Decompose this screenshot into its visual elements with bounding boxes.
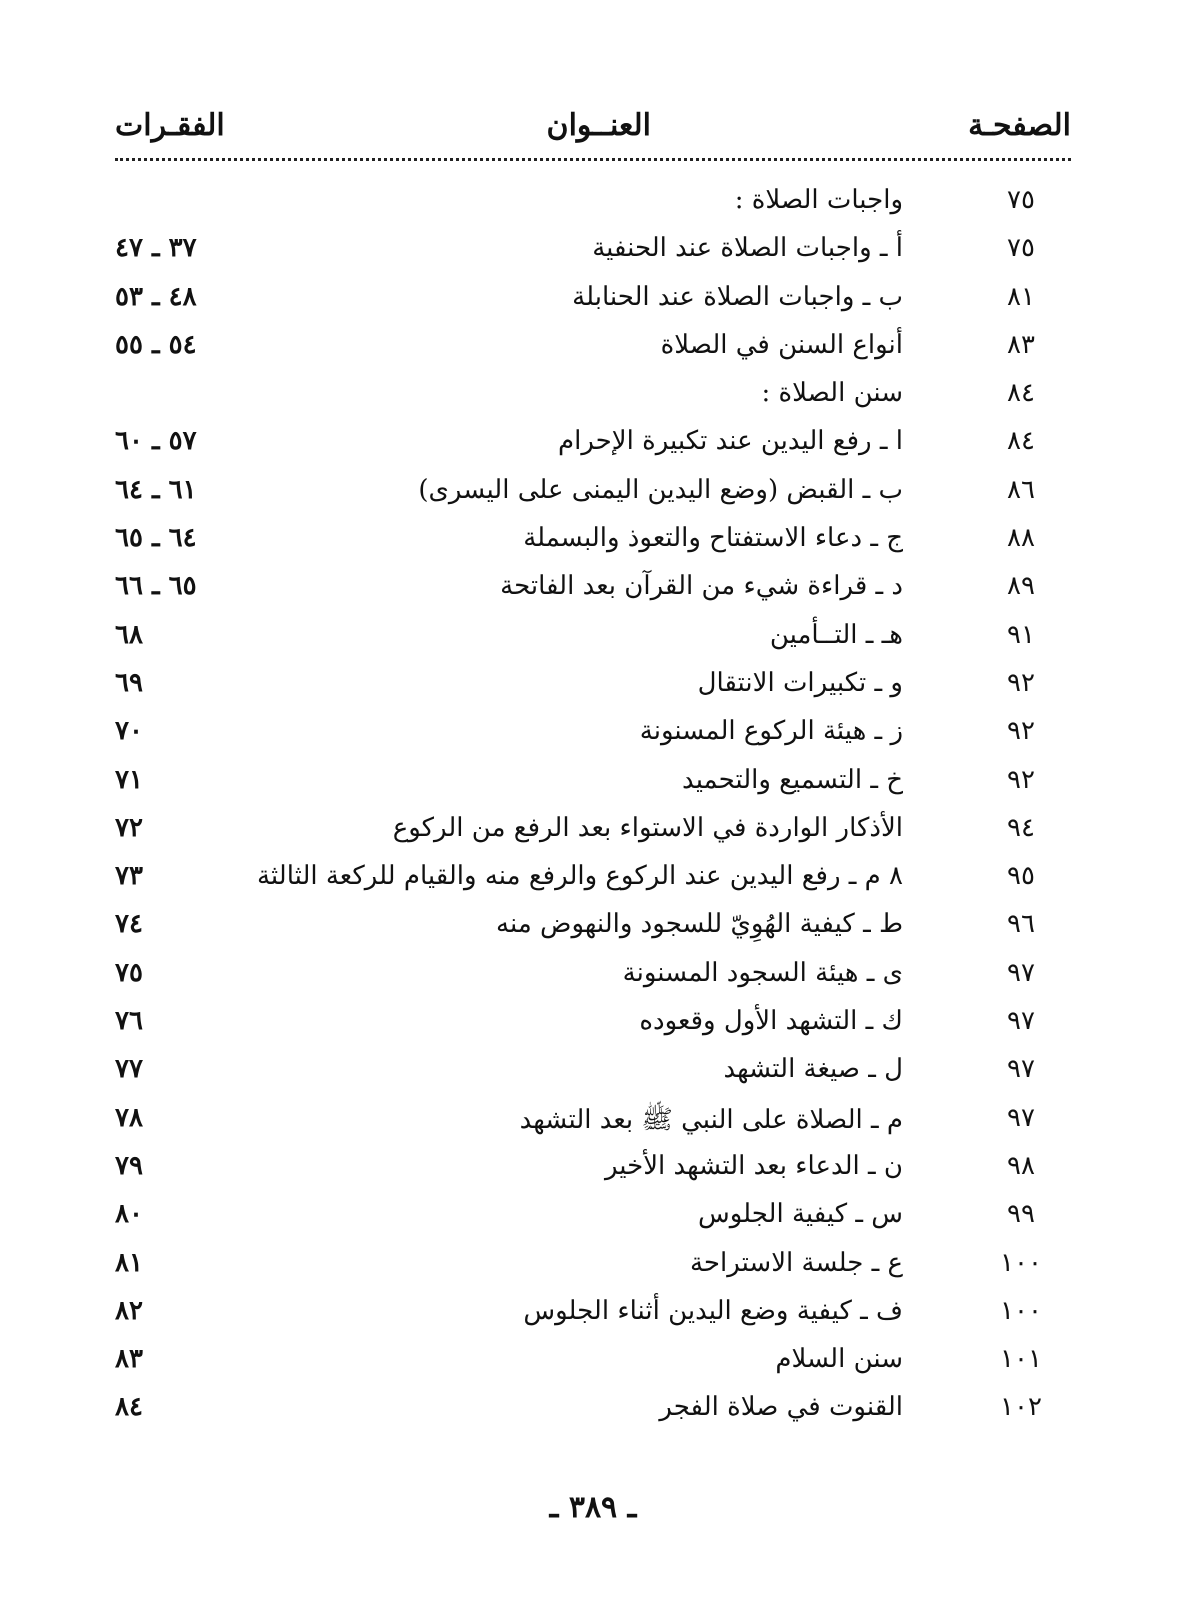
entry-page-number: ٩٢	[1007, 764, 1035, 795]
page-column-header: الصفحـة	[968, 108, 1071, 143]
list-item	[115, 178, 1071, 226]
entry-title: س ـ كيفية الجلوس	[697, 1199, 903, 1230]
entry-page-number: ٨٨	[1007, 523, 1035, 554]
entry-paragraphs: ٨١	[115, 1247, 143, 1278]
entry-paragraphs: ٦٤ ـ ٦٥	[115, 523, 197, 554]
entry-page-number: ٨٣	[1007, 329, 1035, 360]
entry-paragraphs: ٨٣	[115, 1344, 143, 1375]
list-item	[115, 564, 1071, 612]
list-item	[115, 323, 1071, 371]
entry-title: أ ـ واجبات الصلاة عند الحنفية	[592, 233, 903, 264]
entry-paragraphs: ٧٧	[115, 1054, 143, 1085]
entry-page-number: ٩٦	[1007, 909, 1035, 940]
entry-title: ك ـ التشهد الأول وقعوده	[639, 1006, 903, 1037]
entry-title: ب ـ القبض (وضع اليدين اليمنى على اليسرى)	[418, 474, 903, 505]
entry-title: ع ـ جلسة الاستراحة	[689, 1247, 903, 1278]
title-column-header: العنــوان	[546, 108, 651, 143]
entry-paragraphs: ٧٠	[115, 716, 143, 747]
list-item	[115, 999, 1071, 1047]
entry-paragraphs: ٤٨ ـ ٥٣	[115, 281, 197, 312]
entry-paragraphs: ٨٢	[115, 1295, 143, 1326]
entry-title: سنن السلام	[775, 1344, 903, 1375]
entry-page-number: ١٠١	[1000, 1344, 1042, 1375]
entry-title: هـ ـ التــأمين	[769, 619, 903, 650]
entry-paragraphs: ٥٧ ـ ٦٠	[115, 426, 197, 457]
list-item	[115, 1096, 1071, 1144]
entry-paragraphs: ٦٥ ـ ٦٦	[115, 571, 197, 602]
entry-title: ن ـ الدعاء بعد التشهد الأخير	[604, 1150, 903, 1181]
list-item	[115, 226, 1071, 274]
entry-paragraphs: ٦١ ـ ٦٤	[115, 474, 197, 505]
entry-paragraphs: ٣٧ ـ ٤٧	[115, 233, 197, 264]
list-item	[115, 371, 1071, 419]
entry-paragraphs: ٥٤ ـ ٥٥	[115, 329, 197, 360]
list-item	[115, 613, 1071, 661]
entry-page-number: ٨١	[1007, 281, 1035, 312]
entry-page-number: ٨٤	[1007, 426, 1035, 457]
list-item	[115, 758, 1071, 806]
entry-title: و ـ تكبيرات الانتقال	[697, 667, 903, 698]
list-item	[115, 1144, 1071, 1192]
list-item	[115, 1192, 1071, 1240]
list-item	[115, 902, 1071, 950]
list-item	[115, 468, 1071, 516]
dotted-divider	[115, 158, 1071, 161]
entry-paragraphs: ٧١	[115, 764, 143, 795]
entry-page-number: ١٠٠	[1000, 1247, 1042, 1278]
entry-page-number: ٨٤	[1007, 378, 1035, 409]
entry-page-number: ٧٥	[1007, 185, 1035, 215]
list-item	[115, 709, 1071, 757]
entry-title: ا ـ رفع اليدين عند تكبيرة الإحرام	[558, 426, 903, 457]
entry-page-number: ٩٢	[1007, 716, 1035, 747]
entry-title: أنواع السنن في الصلاة	[660, 329, 903, 360]
entry-title: ز ـ هيئة الركوع المسنونة	[639, 716, 903, 747]
list-item	[115, 1289, 1071, 1337]
entry-page-number: ٩٧	[1007, 1006, 1035, 1037]
table-header	[115, 108, 1071, 156]
entry-page-number: ٨٩	[1007, 571, 1035, 602]
entry-page-number: ٩٥	[1007, 861, 1035, 892]
entry-title: ل ـ صيغة التشهد	[723, 1054, 903, 1085]
entry-page-number: ٩٧	[1007, 1102, 1035, 1133]
entry-title: ٨ م ـ رفع اليدين عند الركوع والرفع منه والقيام للركعة الثالثة	[256, 861, 903, 892]
entry-paragraphs: ٧٣	[115, 861, 143, 892]
list-item	[115, 516, 1071, 564]
entry-paragraphs: ٧٤	[115, 909, 143, 940]
entry-title: خ ـ التسميع والتحميد	[682, 764, 903, 795]
entry-paragraphs: ٦٩	[115, 667, 143, 698]
entry-paragraphs: ٨٤	[115, 1392, 143, 1423]
entry-page-number: ٩٨	[1007, 1150, 1035, 1181]
list-item	[115, 1241, 1071, 1289]
list-item	[115, 806, 1071, 854]
entry-page-number: ٩٧	[1007, 1054, 1035, 1085]
list-item	[115, 661, 1071, 709]
entry-page-number: ٨٦	[1007, 474, 1035, 505]
entry-title: الأذكار الواردة في الاستواء بعد الرفع من الركوع	[392, 812, 903, 843]
entry-page-number: ١٠٠	[1000, 1295, 1042, 1326]
entry-page-number: ٧٥	[1007, 233, 1035, 264]
list-item	[115, 1047, 1071, 1095]
entry-title: ف ـ كيفية وضع اليدين أثناء الجلوس	[523, 1295, 903, 1326]
contents-list	[115, 178, 1071, 1434]
entry-title: ط ـ كيفية الهُوِيّ للسجود والنهوض منه	[496, 909, 903, 940]
paragraphs-column-header: الفقـرات	[115, 108, 225, 143]
entry-title: القنوت في صلاة الفجر	[659, 1392, 903, 1423]
list-item	[115, 275, 1071, 323]
entry-paragraphs: ٧٥	[115, 957, 143, 988]
entry-title: ج ـ دعاء الاستفتاح والتعوذ والبسملة	[523, 523, 903, 554]
list-item	[115, 951, 1071, 999]
entry-title: واجبات الصلاة :	[734, 185, 903, 215]
entry-paragraphs: ٧٩	[115, 1150, 143, 1181]
entry-page-number: ٩٤	[1007, 812, 1035, 843]
entry-title: ى ـ هيئة السجود المسنونة	[622, 957, 903, 988]
entry-title: م ـ الصلاة على النبي ﷺ بعد التشهد	[519, 1104, 903, 1135]
entry-page-number: ١٠٢	[1000, 1392, 1042, 1423]
entry-page-number: ٩١	[1007, 619, 1035, 650]
entry-paragraphs: ٧٨	[115, 1102, 143, 1133]
entry-title: سنن الصلاة :	[761, 378, 903, 409]
list-item	[115, 1337, 1071, 1385]
list-item	[115, 1385, 1071, 1433]
entry-title: ب ـ واجبات الصلاة عند الحنابلة	[572, 281, 903, 312]
page-number: ـ ٣٨٩ ـ	[549, 1490, 637, 1525]
entry-paragraphs: ٨٠	[115, 1199, 143, 1230]
list-item	[115, 854, 1071, 902]
entry-title: د ـ قراءة شيء من القرآن بعد الفاتحة	[500, 571, 903, 602]
entry-paragraphs: ٧٢	[115, 812, 143, 843]
entry-paragraphs: ٧٦	[115, 1006, 143, 1037]
entry-page-number: ٩٩	[1007, 1199, 1035, 1230]
entry-page-number: ٩٧	[1007, 957, 1035, 988]
list-item	[115, 419, 1071, 467]
entry-page-number: ٩٢	[1007, 667, 1035, 698]
entry-paragraphs: ٦٨	[115, 619, 143, 650]
